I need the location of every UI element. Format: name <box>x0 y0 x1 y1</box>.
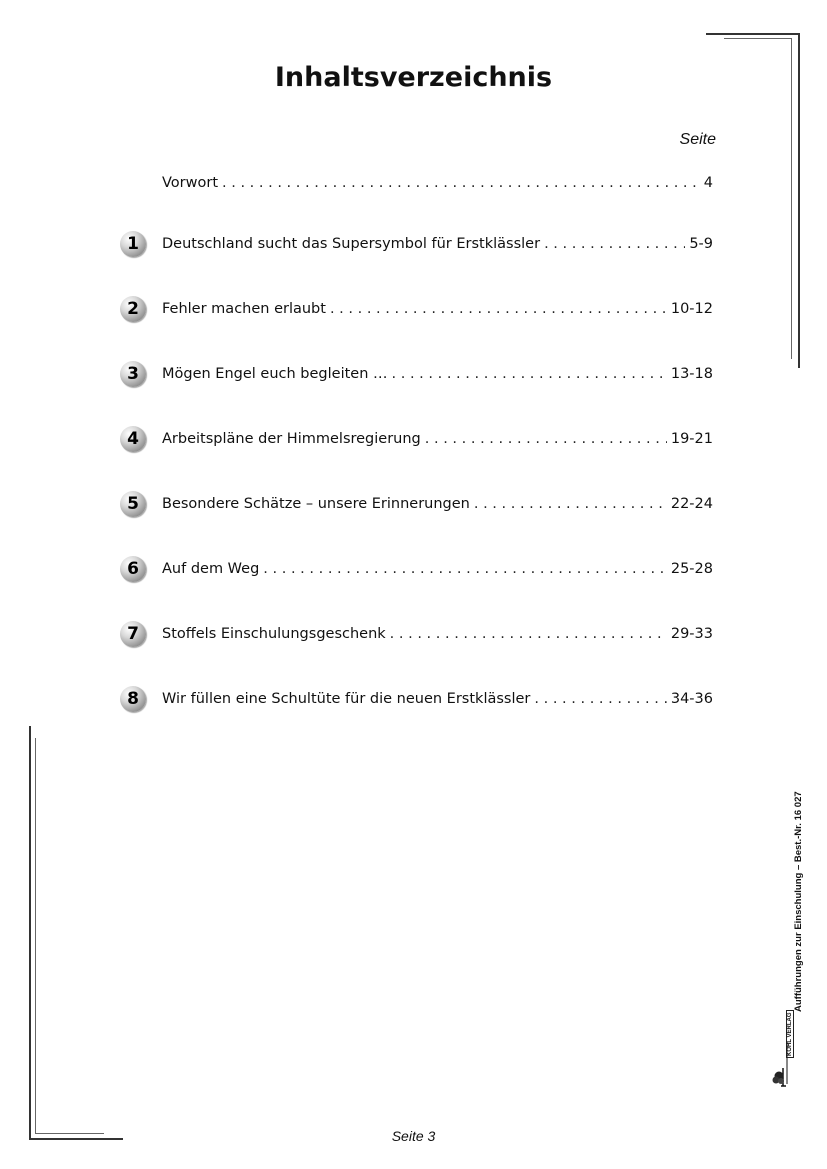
toc-row-foreword[interactable] <box>120 169 713 197</box>
toc-row-4[interactable] <box>120 425 713 453</box>
toc-row-5[interactable] <box>120 490 713 518</box>
page-title: Inhaltsverzeichnis <box>274 62 553 93</box>
toc-entry-label: Deutschland sucht das Supersymbol für Erstklässler <box>162 236 541 252</box>
chapter-number-badge: 4 <box>120 426 146 452</box>
chapter-number-badge: 6 <box>120 556 146 582</box>
leader-dots <box>392 366 667 382</box>
leader-dots <box>263 561 667 577</box>
toc-entry-label: Mögen Engel euch begleiten … <box>162 366 388 382</box>
toc-entry-pages: 4 <box>703 175 713 191</box>
chapter-number-badge: 5 <box>120 491 146 517</box>
chapter-number-badge: 2 <box>120 296 146 322</box>
toc-entry-label: Stoffels Einschulungsgeschenk <box>162 626 386 642</box>
leader-dots <box>534 691 666 707</box>
toc-entry <box>162 175 713 191</box>
toc-entry-label: Fehler machen erlaubt <box>162 301 326 317</box>
leader-dots <box>474 496 667 512</box>
toc-row-2[interactable] <box>120 295 713 323</box>
toc-row-6[interactable] <box>120 555 713 583</box>
leader-dots <box>425 431 667 447</box>
toc-entry-pages: 5-9 <box>689 236 713 252</box>
toc-row-7[interactable] <box>120 620 713 648</box>
leader-dots <box>222 175 700 191</box>
toc-entry-label: Vorwort <box>162 175 219 191</box>
toc-entry-pages: 13-18 <box>670 366 713 382</box>
toc-entry <box>162 431 713 447</box>
chapter-number-badge: 8 <box>120 686 146 712</box>
publisher-logo-text: KOHL VERLAG <box>787 1012 793 1056</box>
toc-row-8[interactable] <box>120 685 713 713</box>
chapter-number-badge: 7 <box>120 621 146 647</box>
publisher-tree-icon <box>770 1022 800 1088</box>
page-column-header: Seite <box>679 131 716 148</box>
toc-row-3[interactable] <box>120 360 713 388</box>
toc-entry <box>162 561 713 577</box>
toc-entry-pages: 10-12 <box>670 301 713 317</box>
leader-dots <box>390 626 667 642</box>
toc-entry <box>162 366 713 382</box>
page-number-footer: Seite 3 <box>391 1128 436 1144</box>
chapter-number-badge: 3 <box>120 361 146 387</box>
toc-entry <box>162 236 713 252</box>
toc-entry-label: Wir füllen eine Schultüte für die neuen Erstklässler <box>162 691 531 707</box>
toc-entry-pages: 19-21 <box>670 431 713 447</box>
toc-entry <box>162 691 713 707</box>
toc-row-1[interactable] <box>120 230 713 258</box>
toc-entry-pages: 25-28 <box>670 561 713 577</box>
leader-dots <box>544 236 685 252</box>
toc-entry-label: Besondere Schätze – unsere Erinnerungen <box>162 496 470 512</box>
toc-entry-label: Auf dem Weg <box>162 561 260 577</box>
side-publication-info: Aufführungen zur Einschulung – Best.-Nr. 16 027 <box>793 791 804 1012</box>
toc-entry <box>162 626 713 642</box>
toc-entry <box>162 496 713 512</box>
toc-entry <box>162 301 713 317</box>
toc-entry-pages: 34-36 <box>670 691 713 707</box>
toc-entry-pages: 29-33 <box>670 626 713 642</box>
leader-dots <box>330 301 667 317</box>
chapter-number-badge: 1 <box>120 231 146 257</box>
toc-entry-pages: 22-24 <box>670 496 713 512</box>
toc-entry-label: Arbeitspläne der Himmelsregierung <box>162 431 421 447</box>
